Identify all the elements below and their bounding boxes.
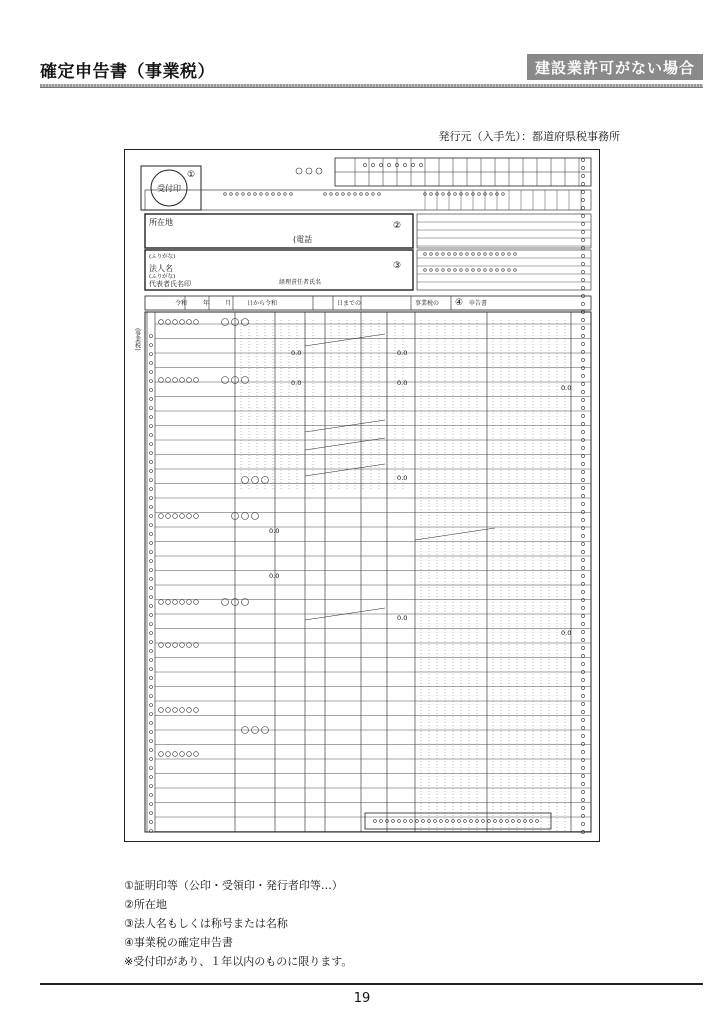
- address-label: 所在地: [149, 218, 173, 227]
- period-until: 日までの: [337, 300, 362, 307]
- decimal-mark: 0.0: [397, 349, 408, 357]
- legend-list: [124, 876, 352, 971]
- period-reiwa: 令和: [175, 300, 188, 307]
- period-month: 月: [225, 300, 232, 307]
- legend-item-4: ④事業税の確定申告書: [124, 936, 233, 949]
- marker-2: ②: [392, 221, 402, 231]
- legend-item-2: ②所在地: [124, 898, 167, 911]
- furigana-label-1: (ふりがな): [149, 254, 176, 260]
- legend-note: ※受付印があり、１年以内のものに限ります。: [124, 955, 353, 968]
- tax-return-form-image: [124, 149, 600, 842]
- decimal-mark: 0.0: [397, 614, 408, 622]
- furigana-label-2: (ふりがな): [149, 274, 176, 280]
- decimal-mark: 0.0: [561, 629, 572, 637]
- period-from: 日から令和: [247, 300, 278, 307]
- corp-name-label: 法人名: [149, 264, 173, 273]
- marker-1: ①: [186, 170, 196, 180]
- marker-4: ④: [455, 298, 464, 308]
- issuer-note: 発行元（入手先）：都道府県税事務所: [438, 130, 620, 143]
- decimal-mark: 0.0: [561, 384, 572, 392]
- rep-label: 代表者氏名印: [149, 280, 191, 288]
- side-label: (事業税): [133, 328, 141, 351]
- page-title: 確定申告書（事業税）: [40, 62, 215, 82]
- decimal-mark: 0.0: [397, 474, 408, 482]
- accountant-label: 経理責任者氏名: [279, 279, 322, 286]
- period-year: 年: [203, 300, 210, 307]
- header-divider: [40, 84, 703, 88]
- decimal-mark: 0.0: [291, 379, 302, 387]
- decimal-mark: 0.0: [269, 527, 280, 535]
- page-number: 19: [353, 991, 371, 1006]
- legend-item-3: ③法人名もしくは称号または名称: [124, 917, 288, 930]
- decimal-mark: 0.0: [269, 572, 280, 580]
- filing-label: 申告書: [469, 300, 488, 307]
- marker-3: ③: [392, 261, 402, 271]
- tax-type-label: 事業税の: [415, 300, 440, 307]
- phone-label: (電話: [293, 235, 313, 244]
- category-badge: 建設業許可がない場合: [527, 54, 703, 80]
- stamp-label: 受付印: [157, 184, 181, 193]
- decimal-mark: 0.0: [397, 379, 408, 387]
- footer-divider: [40, 983, 703, 985]
- decimal-mark: 0.0: [291, 349, 302, 357]
- legend-item-1: ①証明印等（公印・受領印・発行者印等…）: [124, 879, 343, 892]
